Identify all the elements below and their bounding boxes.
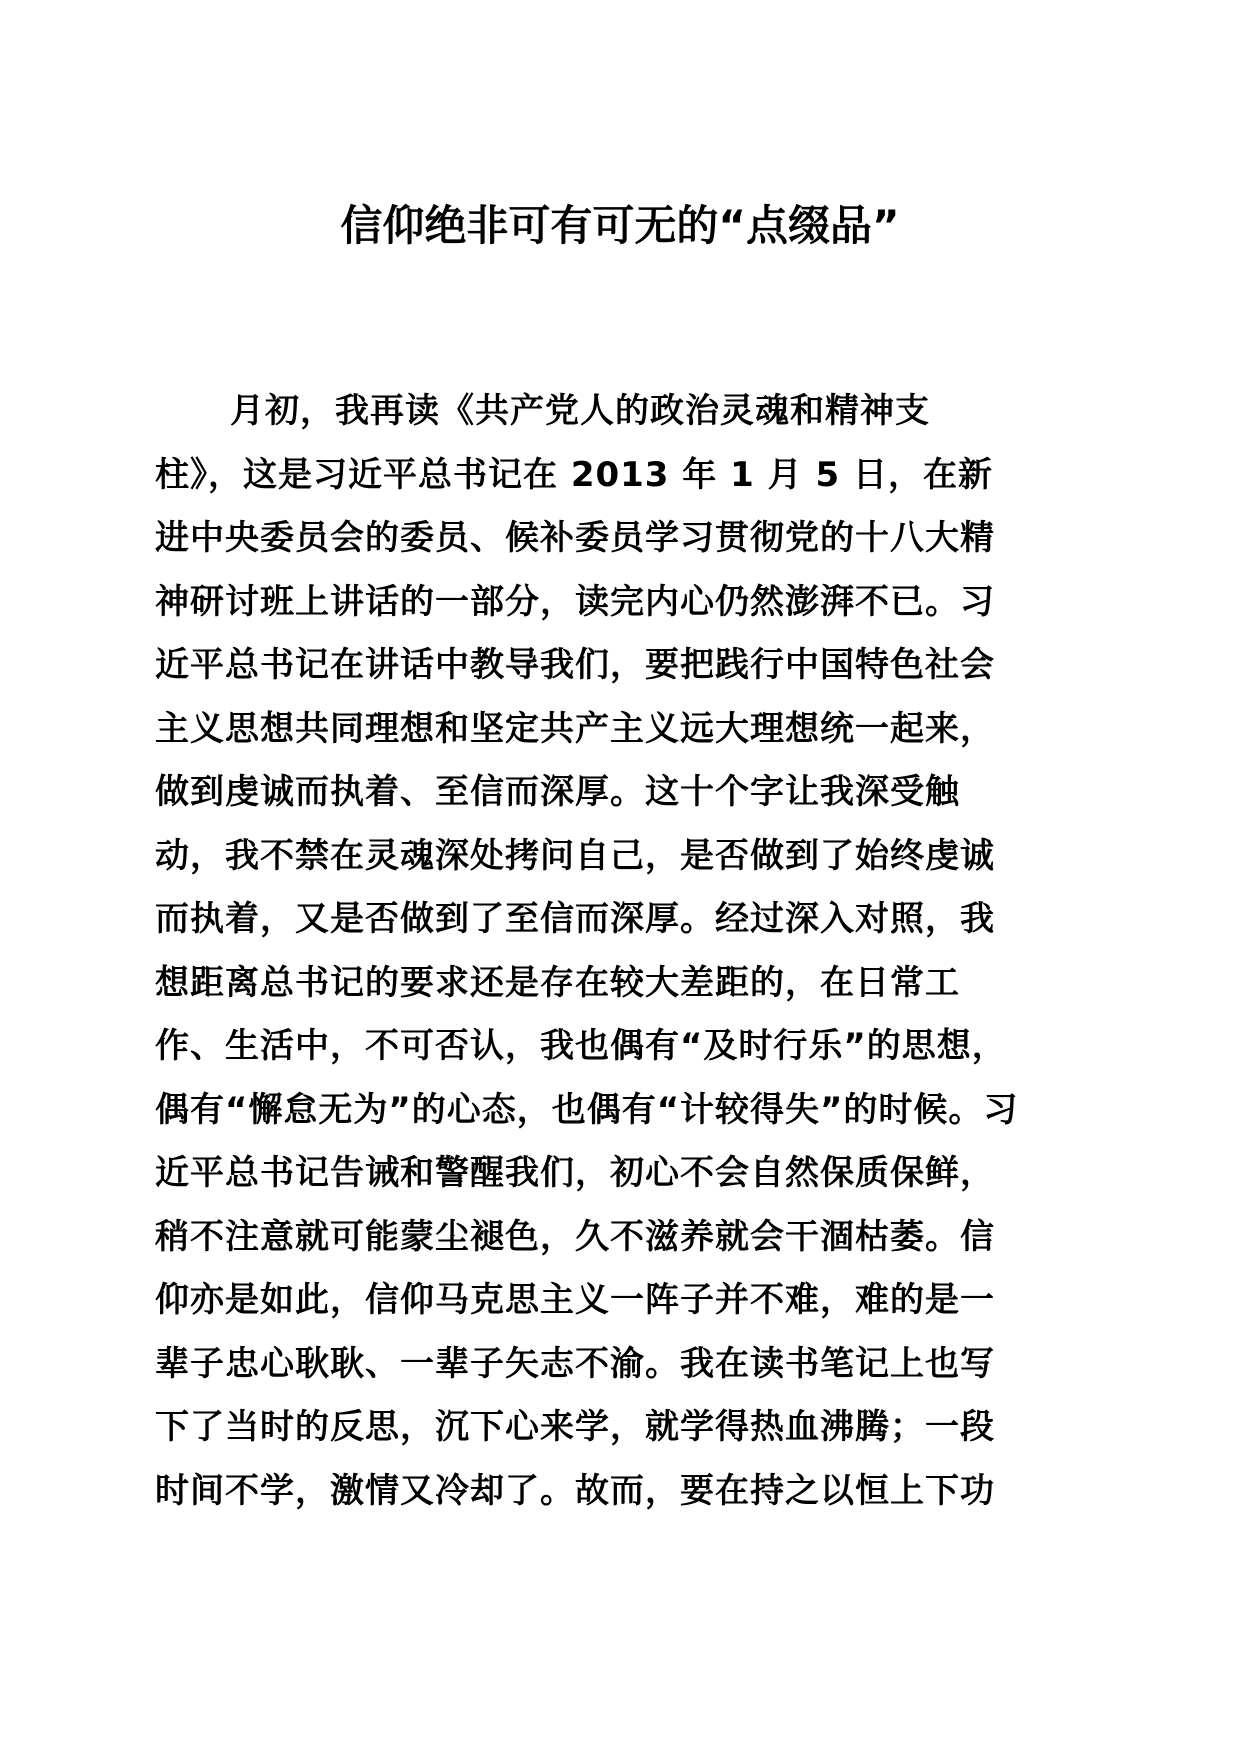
- paragraph-line: 做到虔诚而执着、至信而深厚。这十个字让我深受触: [155, 772, 960, 812]
- paragraph-line: 稍不注意就可能蒙尘褪色，久不滋养就会干涸枯萎。信: [155, 1216, 995, 1257]
- paragraph-line: 而执着，又是否做到了至信而深厚。经过深入对照，我: [155, 899, 995, 939]
- paragraph-line: 进中央委员会的委员、候补委员学习贯彻党的十八大精: [155, 518, 995, 558]
- paragraph-line: 近平总书记告诫和警醒我们，初心不会自然保质保鲜，: [155, 1153, 995, 1193]
- paragraph-line: 想距离总书记的要求还是存在较大差距的，在日常工: [155, 962, 960, 1003]
- paragraph-line: 动，我不禁在灵魂深处拷问自己，是否做到了始终虔诚: [155, 835, 995, 876]
- paragraph-line: 时间不学，激情又冷却了。故而，要在持之以恒上下功: [155, 1470, 995, 1511]
- paragraph-line: 主义思想共同理想和坚定共产主义远大理想统一起来，: [155, 708, 995, 749]
- paragraph-line: 偶有“懈怠无为”的心态，也偶有“计较得失”的时候。习: [155, 1089, 1019, 1130]
- paragraph-line: 作、生活中，不可否认，我也偶有“及时行乐”的思想，: [155, 1026, 1007, 1066]
- document-body: [155, 380, 1085, 1523]
- paragraph-line: 辈子忠心耿耿、一辈子矢志不渝。我在读书笔记上也写: [155, 1343, 995, 1384]
- paragraph-line: 仰亦是如此，信仰马克思主义一阵子并不难，难的是一: [155, 1280, 995, 1320]
- paragraph-line: 月初，我再读《共产党人的政治灵魂和精神支: [230, 391, 930, 431]
- paragraph-line: 近平总书记在讲话中教导我们，要把践行中国特色社会: [155, 645, 995, 685]
- paragraph-line: 神研讨班上讲话的一部分，读完内心仍然澎湃不已。习: [155, 581, 995, 622]
- paragraph-line: 下了当时的反思，沉下心来学，就学得热血沸腾；一段: [155, 1407, 995, 1447]
- paragraph-line: 柱》，这是习近平总书记在 2013 年 1 月 5 日，在新: [155, 454, 993, 495]
- document-title: 信仰绝非可有可无的“点缀品”: [340, 201, 900, 250]
